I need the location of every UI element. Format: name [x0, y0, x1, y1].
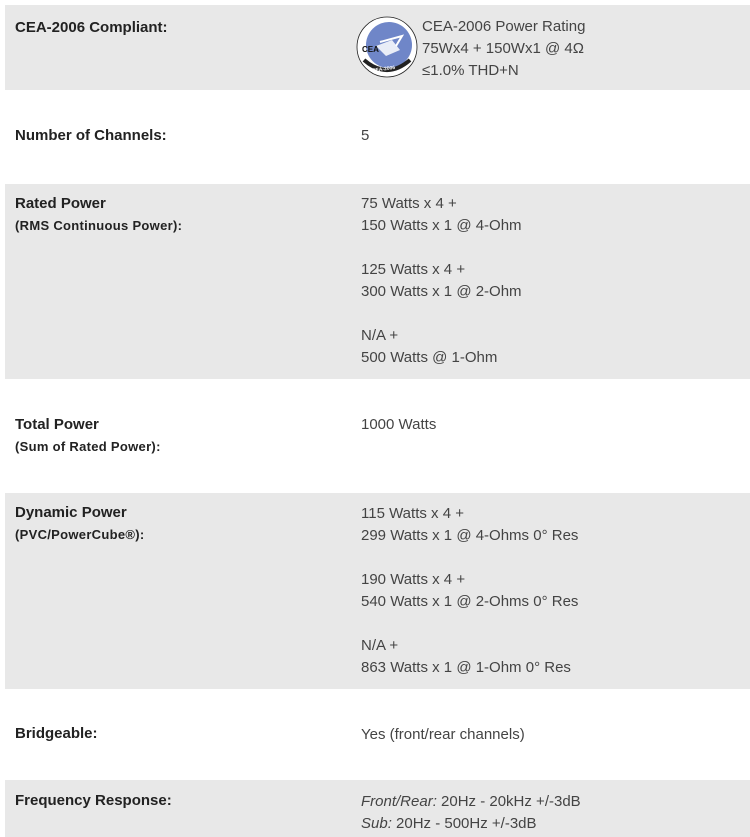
dynamic-power-line: 863 Watts x 1 @ 1-Ohm 0° Res [361, 659, 571, 676]
rated-power-line: 75 Watts x 4 + [361, 195, 457, 212]
cea-line: CEA-2006 Power Rating [422, 18, 586, 35]
spec-label-dynamic-power: Dynamic Power [15, 504, 127, 521]
rated-power-line: 125 Watts x 4 + [361, 261, 466, 278]
spec-sublabel-rated-power: (RMS Continuous Power): [15, 218, 183, 233]
rated-power-line: 500 Watts @ 1-Ohm [361, 349, 498, 366]
sub-prefix: Sub: [361, 815, 392, 832]
rated-power-line: N/A + [361, 327, 399, 344]
sub-value: 20Hz - 500Hz +/-3dB [391, 815, 537, 832]
cea-line: 75Wx4 + 150Wx1 @ 4Ω [422, 40, 584, 57]
frequency-sub [361, 813, 746, 835]
spec-row-channels [5, 90, 750, 184]
spec-label-channels: Number of Channels: [15, 127, 167, 144]
spec-label-rated-power: Rated Power [15, 195, 106, 212]
spec-row-total-power [5, 379, 750, 493]
svg-text:CEA: CEA [362, 45, 379, 54]
dynamic-power-line: N/A + [361, 637, 399, 654]
spec-label-bridgeable: Bridgeable: [15, 725, 98, 742]
spec-label-cea: CEA-2006 Compliant: [15, 19, 168, 36]
rated-power-line: 300 Watts x 1 @ 2-Ohm [361, 283, 522, 300]
dynamic-power-line: 540 Watts x 1 @ 2-Ohms 0° Res [361, 593, 579, 610]
spec-row-bridgeable [5, 689, 750, 780]
spec-value-total-power: 1000 Watts [361, 416, 437, 433]
front-rear-value: 20Hz - 20kHz +/-3dB [436, 793, 581, 810]
frequency-front-rear [361, 791, 746, 813]
spec-row-frequency-response [5, 780, 750, 837]
cea-line: ≤1.0% THD+N [422, 62, 519, 79]
spec-sublabel-dynamic-power: (PVC/PowerCube®): [15, 527, 145, 542]
spec-label-total-power: Total Power [15, 416, 99, 433]
spec-row-rated-power [5, 184, 750, 379]
dynamic-power-line: 190 Watts x 4 + [361, 571, 466, 588]
spec-label-frequency-response: Frequency Response: [15, 792, 172, 809]
svg-text:CEA-2006: CEA-2006 [371, 64, 396, 75]
spec-sublabel-total-power: (Sum of Rated Power): [15, 439, 161, 454]
rated-power-line: 150 Watts x 1 @ 4-Ohm [361, 217, 522, 234]
spec-value-channels: 5 [361, 127, 370, 144]
dynamic-power-line: 299 Watts x 1 @ 4-Ohms 0° Res [361, 527, 579, 544]
spec-row-dynamic-power [5, 493, 750, 689]
dynamic-power-line: 115 Watts x 4 + [361, 505, 464, 522]
front-rear-prefix: Front/Rear: [361, 793, 437, 810]
cea-2006-logo-icon [356, 16, 418, 78]
spec-value-bridgeable: Yes (front/rear channels) [361, 726, 525, 743]
